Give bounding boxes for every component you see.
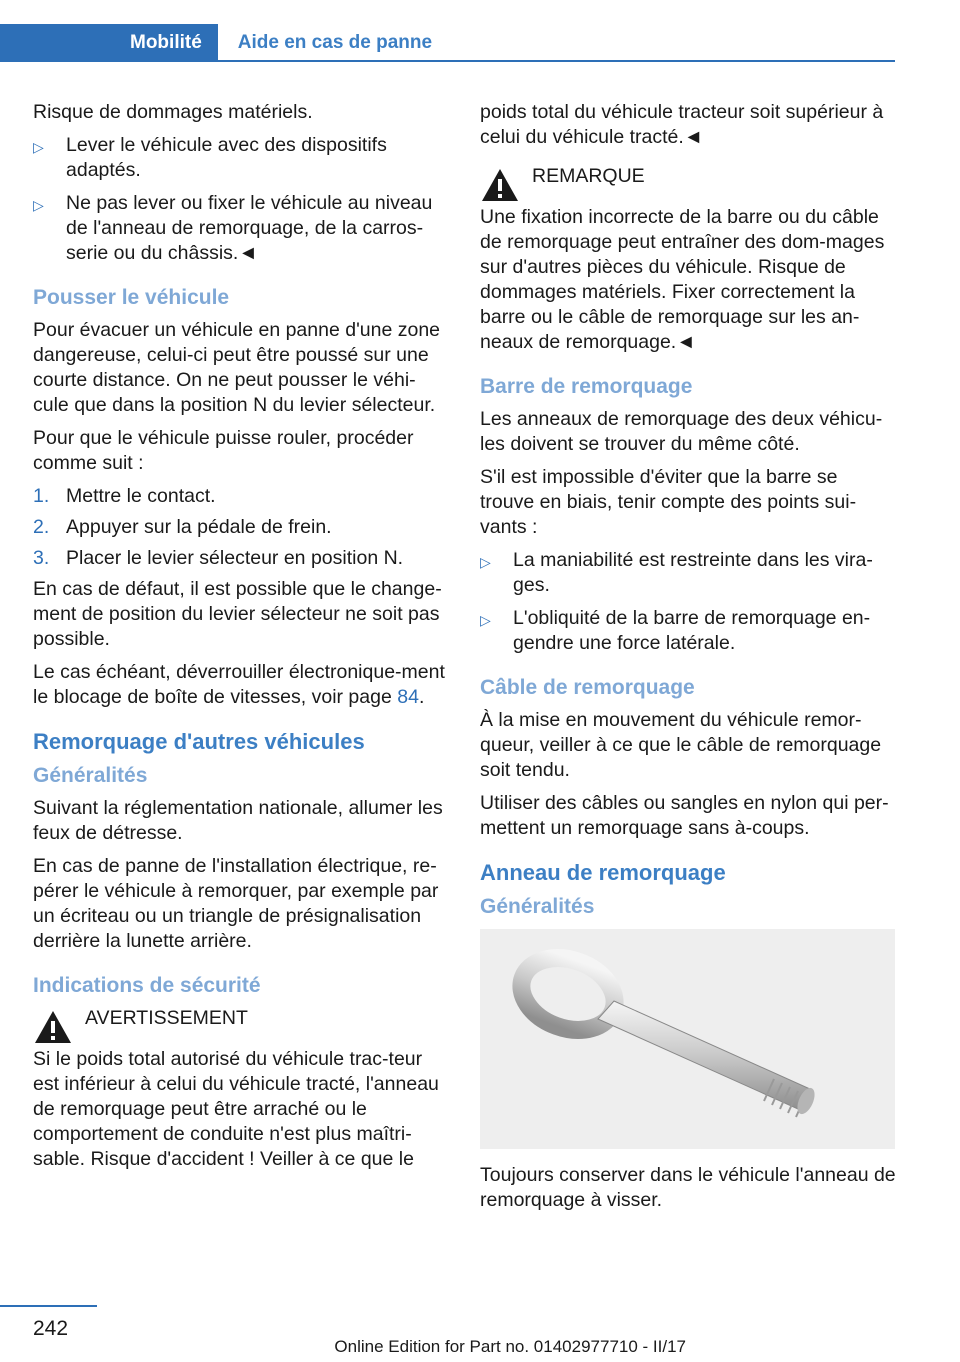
section-title-push: Pousser le véhicule [33, 286, 230, 309]
paragraph: En cas de défaut, il est possible que le change-ment de position du levier sélecteur ne soit pas possible. [33, 578, 442, 650]
footer-rule [0, 1305, 97, 1307]
paragraph: Utiliser des câbles ou sangles en nylon qui per-mettent un remorquage sans à-coups. [480, 792, 889, 839]
list-item: 2. Appuyer sur la pédale de frein. [33, 516, 332, 538]
bullet-icon: ▷ [33, 197, 44, 213]
note-text: Une fixation incorrecte de la barre ou du câble de remorquage peut entraîner des dom-mages sur d'autres pièces du véhicule. Risque de dommages matériels. Fixer correctement la barre ou le câble de remorquage sur les an-neaux de remorquage.◄ [480, 206, 885, 353]
paragraph: Suivant la réglementation nationale, allumer les feux de détresse. [33, 797, 443, 844]
page-number: 242 [33, 1317, 69, 1340]
list-item: ▷ Ne pas lever ou fixer le véhicule au niveau de l'anneau de remorquage, de la carros-serie ou du châssis.◄ [33, 192, 433, 264]
paragraph: Pour que le véhicule puisse rouler, procéder comme suit : [33, 427, 414, 474]
warning-label: AVERTISSEMENT [85, 1007, 248, 1029]
list-item: ▷ L'obliquité de la barre de remorquage en-gendre une force latérale. [480, 607, 871, 654]
intro-text: Risque de dommages matériels. [33, 101, 313, 123]
paragraph: À la mise en mouvement du véhicule remor-queur, veiller à ce que le câble de remorquage soit tendu. [480, 709, 882, 781]
paragraph: Toujours conserver dans le véhicule l'anneau de remorquage à visser. [480, 1164, 896, 1211]
list-item: ▷ Lever le véhicule avec des dispositifs adaptés. [33, 134, 387, 181]
note-label: REMARQUE [532, 165, 645, 187]
tab-mobilite[interactable]: Mobilité [0, 24, 218, 62]
paragraph: poids total du véhicule tracteur soit supérieur à celui du véhicule tracté.◄ [480, 101, 884, 148]
tow-ring-illustration [498, 939, 878, 1139]
bullet-icon: ▷ [33, 139, 44, 155]
warning-text: Si le poids total autorisé du véhicule trac-teur est inférieur à celui du véhicule tracté, l'anneau de remorquage peut être arraché ou le comportement de conduite n'est plus maîtri-sable. Risque d'accident ! Veiller à ce que le [33, 1048, 439, 1170]
paragraph: Le cas échéant, déverrouiller électronique-ment le blocage de boîte de vitesses, voir page 84. [33, 661, 445, 708]
tab-aide-panne[interactable]: Aide en cas de panne [237, 32, 433, 53]
tow-ring-image [480, 929, 895, 1149]
list-item: 1. Mettre le contact. [33, 485, 216, 507]
warning-block [33, 1006, 449, 1172]
subsection-title-general: Généralités [33, 764, 148, 787]
right-column [480, 100, 896, 1221]
paragraph: Les anneaux de remorquage des deux véhicu-les doivent se trouver du même côté. [480, 408, 883, 455]
section-title-tow: Remorquage d'autres véhicules [33, 729, 365, 754]
edition-text: Online Edition for Part no. 01402977710 - II/17 [334, 1337, 686, 1356]
subsection-title-ring-general: Généralités [480, 895, 595, 918]
warning-triangle-icon [33, 1009, 73, 1045]
left-column [33, 100, 449, 1180]
subsection-title-safety: Indications de sécurité [33, 974, 261, 997]
warning-triangle-icon [480, 167, 520, 203]
paragraph: En cas de panne de l'installation électrique, re-pérer le véhicule à remorquer, par exemple par un écriteau ou un triangle de présignalisation derrière la lunette arrière. [33, 855, 439, 952]
bullet-icon: ▷ [480, 612, 491, 628]
list-item: 3. Placer le levier sélecteur en position N. [33, 547, 404, 569]
header-rule [0, 60, 895, 62]
list-item: ▷ La maniabilité est restreinte dans les vira-ges. [480, 549, 873, 596]
bullet-icon: ▷ [480, 554, 491, 570]
section-title-cable: Câble de remorquage [480, 676, 695, 699]
section-title-bar: Barre de remorquage [480, 375, 693, 398]
page-link[interactable]: 84 [397, 686, 419, 708]
note-block [480, 164, 896, 355]
paragraph: S'il est impossible d'éviter que la barre se trouve en biais, tenir compte des points sui-vants : [480, 466, 857, 538]
paragraph: Pour évacuer un véhicule en panne d'une zone dangereuse, celui-ci peut être poussé sur une courte distance. On ne peut pousser le véhi-cule que dans la position N du levier sélecteur. [33, 319, 441, 416]
section-title-ring: Anneau de remorquage [480, 860, 726, 885]
header-tabs [0, 24, 452, 62]
